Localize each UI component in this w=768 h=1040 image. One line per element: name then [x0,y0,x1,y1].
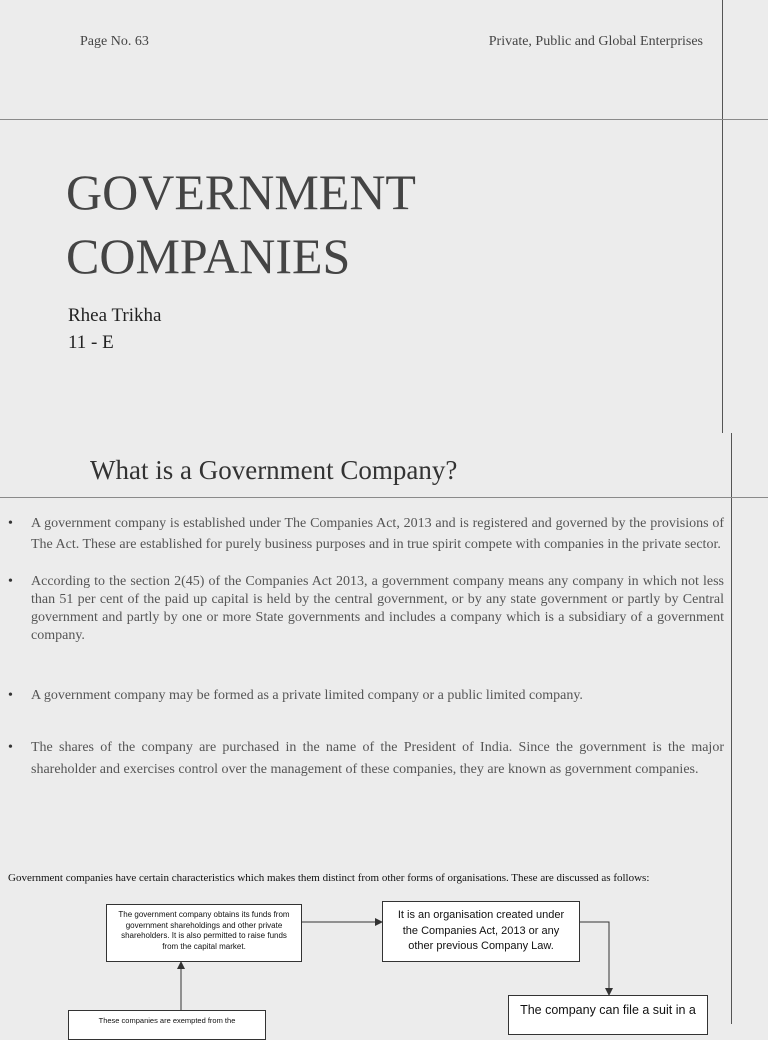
bullet-text: A government company may be formed as a private limited company or a public limited company. [31,688,583,703]
arrow-created-to-suit [579,922,609,995]
definition-slide [0,433,768,865]
chapter-title: Private, Public and Global Enterprises [488,34,703,49]
title-line-2: COMPANIES [66,228,351,284]
flow-box-created: It is an organisation created under the Companies Act, 2013 or any other previous Company Law. [382,901,580,962]
characteristics-slide [0,865,768,1024]
title-slide [0,0,768,433]
intro-text: Government companies have certain characteristics which makes them distinct from other forms of organisations. These are discussed as follows: [8,872,650,884]
title-divider [0,497,768,498]
flow-box-funds: The government company obtains its funds from government shareholdings and other private shareholders. It is also permitted to raise funds from the capital market. [106,904,302,962]
author-name: Rhea Trikha [68,305,162,326]
slide-border-right [722,0,723,433]
bullet-text: According to the section 2(45) of the Companies Act 2013, a government company means any company in which not less than 51 per cent of the paid up capital is held by the central government, or by any state government or partly by Central government and partly by one or more State governments and includes a company which is a subsidiary of a government company. [31,574,724,643]
page-number: Page No. 63 [80,34,149,49]
header-divider [0,119,768,120]
bullet-list [8,513,724,781]
author-class: 11 - E [68,332,114,353]
bullet-item [8,687,724,705]
bullet-text: A government company is established under The Companies Act, 2013 and is registered and governed by the provisions of The Act. These are established for purely business purposes and in true spirit compete with companies in the private sector. [31,516,724,552]
bullet-icon: • [8,688,13,703]
flow-box-suit: The company can file a suit in a [508,995,708,1035]
slide-title [66,160,416,288]
bullet-icon: • [8,516,13,531]
author-block [68,302,161,356]
bullet-item [8,513,724,555]
bullet-icon: • [8,740,13,755]
bullet-item [8,737,724,781]
bullet-icon: • [8,574,13,589]
bullet-text: The shares of the company are purchased in the name of the President of India. Since the government is the major shareholder and exercises control over the management of these companies, they are known as government companies. [31,740,724,777]
flow-box-exempt: These companies are exempted from the [68,1010,266,1040]
bullet-item [8,573,724,645]
slide-heading: What is a Government Company? [90,455,458,485]
title-line-1: GOVERNMENT [66,164,416,220]
